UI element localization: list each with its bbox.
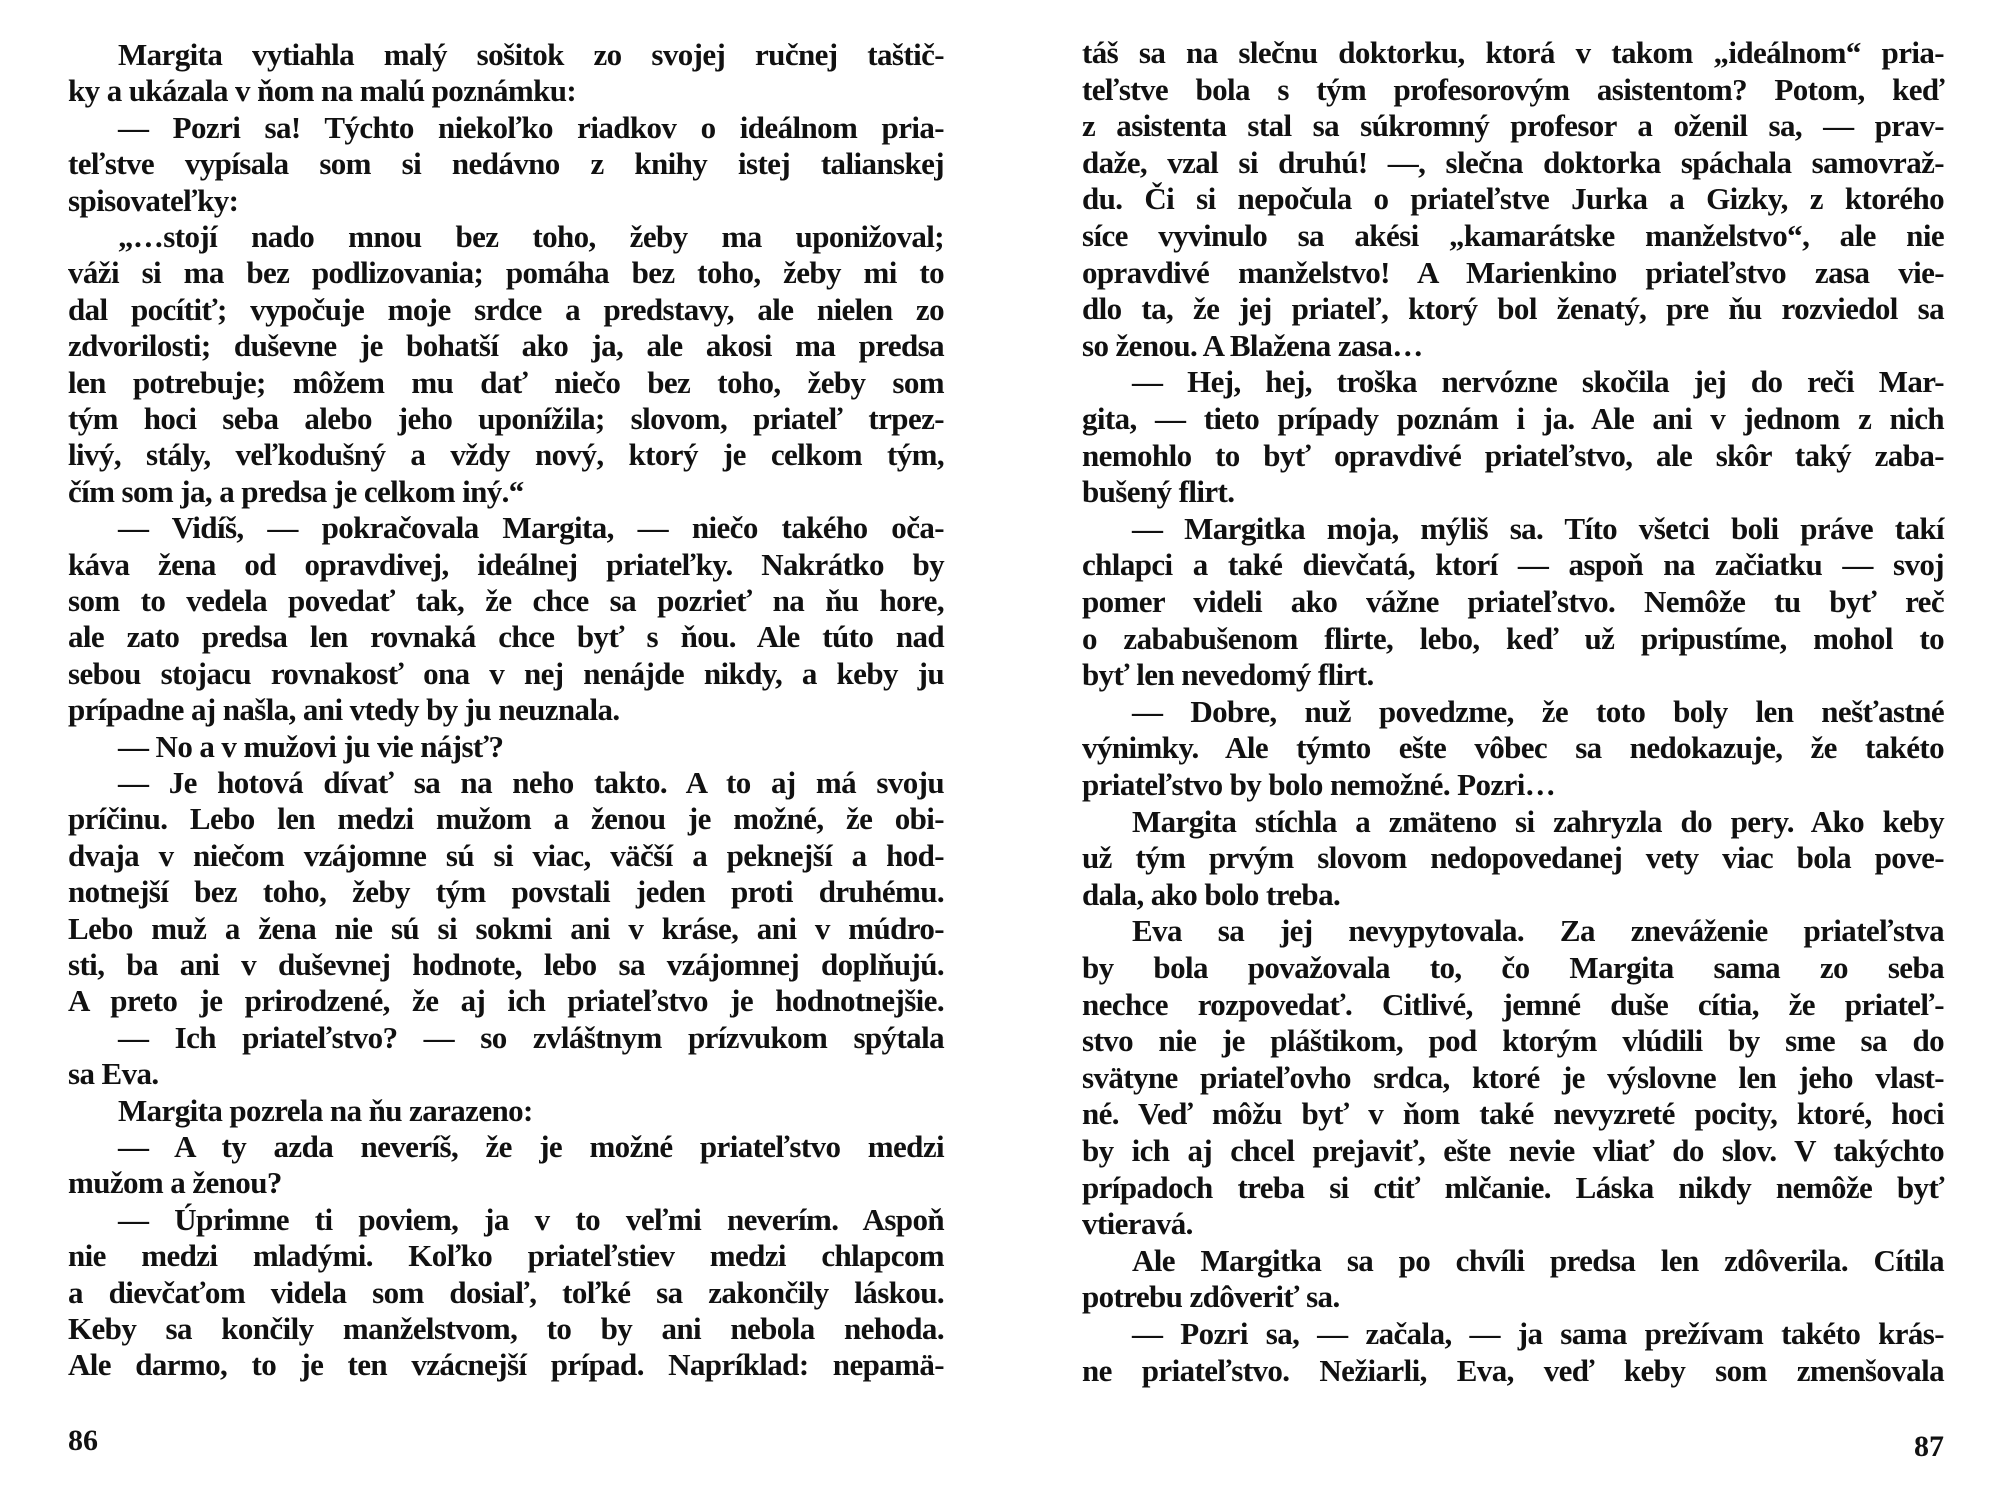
text-line: Keby sa končily manželstvom, to by ani nebola nehoda. [68, 1311, 944, 1346]
text-line: teľstve bola s tým profesorovým asistentom? Potom, keď [1082, 71, 1944, 107]
text-line: už tým prvým slovom nedopovedanej vety viac bola pove- [1082, 840, 1944, 876]
text-line: sebou stojacu rovnakosť ona v nej nenájde nikdy, a keby ju [68, 655, 944, 691]
text-line: opravdivé manželstvo! A Marienkino priateľstvo zasa vie- [1082, 254, 1944, 290]
text-line: svätyne priateľovho srdca, ktoré je výslovne len jeho vlast- [1082, 1059, 1944, 1095]
text-line: dala, ako bolo treba. [1082, 876, 1341, 912]
text-line: du. Či si nepočula o priateľstve Jurka a Gizky, z ktorého [1082, 181, 1944, 217]
text-line: prípadoch treba si ctiť mlčanie. Láska nikdy nemôže byť [1082, 1169, 1944, 1205]
text-line: Margita vytiahla malý sošitok zo svojej ručnej taštič- [118, 37, 944, 72]
text-line: Ale darmo, to je ten vzácnejší prípad. Napríklad: nepamä- [68, 1347, 944, 1383]
text-line: potrebu zdôveriť sa. [1082, 1279, 1340, 1315]
text-line: — Margitka moja, mýliš sa. Títo všetci boli práve takí [1132, 510, 1944, 546]
text-line: — Úprimne ti poviem, ja v to veľmi neverím. Aspoň [118, 1201, 944, 1237]
text-line: daže, vzal si druhú! —, slečna doktorka spáchala samovraž- [1082, 144, 1944, 180]
text-line: — Dobre, nuž povedzme, že toto boly len nešťastné [1132, 693, 1944, 729]
text-line: výnimky. Ale týmto ešte vôbec sa nedokazuje, že takéto [1082, 730, 1944, 766]
text-line: ne priateľstvo. Nežiarli, Eva, veď keby som zmenšovala [1082, 1352, 1944, 1388]
text-line: váži si ma bez podlizovania; pomáha bez toho, žeby mi to [68, 255, 944, 291]
page-number-left: 86 [68, 1424, 98, 1457]
text-line: Eva sa jej nevypytovala. Za zneváženie priateľstva [1132, 913, 1944, 949]
text-line: — Je hotová dívať sa na neho takto. A to aj má svoju [118, 765, 944, 800]
text-line: — Pozri sa! Týchto niekoľko riadkov o ideálnom pria- [118, 109, 944, 145]
text-line: Lebo muž a žena nie sú si sokmi ani v kráse, ani v múdro- [68, 910, 944, 946]
text-line: príčinu. Lebo len medzi mužom a ženou je možné, že obi- [68, 801, 944, 837]
text-line: notnejší bez toho, žeby tým povstali jeden proti druhému. [68, 874, 944, 910]
text-line: chlapci a také dievčatá, ktorí — aspoň na začiatku — svoj [1082, 547, 1944, 583]
text-line: — No a v mužovi ju vie nájsť? [118, 728, 504, 764]
text-line: stvo nie je pláštikom, pod ktorým vlúdili by sme sa do [1082, 1023, 1944, 1059]
text-line: mužom a ženou? [68, 1165, 282, 1201]
text-line: spisovateľky: [68, 182, 239, 218]
text-line: síce vyvinulo sa akési „kamarátske manželstvo“, ale nie [1082, 218, 1944, 253]
text-line: by ich aj chcel prejaviť, ešte nevie vliať do slov. V takýchto [1082, 1133, 1944, 1168]
text-line: „…stojí nado mnou bez toho, žeby ma uponižoval; [118, 219, 944, 254]
text-line: A preto je prirodzené, že aj ich priateľstvo je hodnotnejšie. [68, 983, 944, 1019]
text-line: o zababušenom flirte, lebo, keď už pripustíme, mohol to [1082, 620, 1944, 656]
text-line: len potrebuje; môžem mu dať niečo bez toho, žeby som [68, 364, 944, 400]
text-line: teľstve vypísala som si nedávno z knihy istej talianskej [68, 146, 944, 182]
text-line: dlo ta, že jej priateľ, ktorý bol ženatý, pre ňu rozviedol sa [1082, 291, 1944, 327]
text-line: sti, ba ani v duševnej hodnote, lebo sa vzájomnej doplňujú. [68, 947, 944, 982]
text-line: nie medzi mladými. Koľko priateľstiev medzi chlapcom [68, 1238, 944, 1274]
page-number-right: 87 [1914, 1430, 1944, 1463]
text-line: — Ich priateľstvo? — so zvláštnym prízvukom spýtala [118, 1019, 944, 1055]
text-line: táš sa na slečnu doktorku, ktorá v takom „ideálnom“ pria- [1082, 35, 1944, 70]
text-line: Margita stíchla a zmäteno si zahryzla do pery. Ako keby [1132, 803, 1944, 839]
text-line: by bola považovala to, čo Margita sama zo seba [1082, 950, 1944, 985]
right-page [1082, 0, 1944, 1500]
text-line: prípadne aj našla, ani vtedy by ju neuznala. [68, 692, 620, 728]
text-line: Ale Margitka sa po chvíli predsa len zdôverila. Cítila [1132, 1242, 1944, 1278]
text-line: gita, — tieto prípady poznám i ja. Ale ani v jednom z nich [1082, 401, 1944, 436]
text-line: čím som ja, a predsa je celkom iný.“ [68, 473, 524, 509]
text-line: nemohlo to byť opravdivé priateľstvo, ale skôr taký zaba- [1082, 437, 1944, 473]
text-line: — A ty azda neveríš, že je možné priateľstvo medzi [118, 1129, 944, 1164]
left-page [68, 0, 944, 1500]
text-line: — Vidíš, — pokračovala Margita, — niečo takého oča- [118, 510, 944, 546]
text-line: Margita pozrela na ňu zarazeno: [118, 1092, 533, 1128]
text-line: so ženou. A Blažena zasa… [1082, 327, 1423, 363]
text-line: z asistenta stal sa súkromný profesor a oženil sa, — prav- [1082, 108, 1944, 144]
text-line: sa Eva. [68, 1056, 159, 1092]
text-line: livý, stály, veľkodušný a vždy nový, ktorý je celkom tým, [68, 437, 944, 473]
text-line: priateľstvo by bolo nemožné. Pozri… [1082, 767, 1556, 802]
text-line: tým hoci seba alebo jeho uponížila; slovom, priateľ trpez- [68, 401, 944, 436]
text-line: — Pozri sa, — začala, — ja sama prežívam takéto krás- [1132, 1316, 1944, 1351]
text-line: pomer videli ako vážne priateľstvo. Nemôže tu byť reč [1082, 584, 1944, 619]
text-line: som to vedela povedať tak, že chce sa pozrieť na ňu hore, [68, 583, 944, 618]
text-line: káva žena od opravdivej, ideálnej priateľky. Nakrátko by [68, 546, 944, 582]
text-line: nechce rozpovedať. Citlivé, jemné duše cítia, že priateľ- [1082, 986, 1944, 1022]
text-line: né. Veď môžu byť v ňom také nevyzreté pocity, ktoré, hoci [1082, 1096, 1944, 1132]
text-line: a dievčaťom videla som dosiaľ, toľké sa zakončily láskou. [68, 1274, 944, 1310]
text-line: vtieravá. [1082, 1206, 1193, 1242]
text-line: zdvorilosti; duševne je bohatší ako ja, ale akosi ma predsa [68, 328, 944, 364]
text-line: ale zato predsa len rovnaká chce byť s ňou. Ale túto nad [68, 619, 944, 655]
text-line: byť len nevedomý flirt. [1082, 657, 1374, 693]
text-line: — Hej, hej, troška nervózne skočila jej do reči Mar- [1132, 364, 1944, 400]
text-line: ky a ukázala v ňom na malú poznámku: [68, 73, 577, 109]
text-line: dal pocítiť; vypočuje moje srdce a predstavy, ale nielen zo [68, 291, 944, 327]
text-line: bušený flirt. [1082, 474, 1235, 510]
text-line: dvaja v niečom vzájomne sú si viac, väčší a peknejší a hod- [68, 837, 944, 873]
